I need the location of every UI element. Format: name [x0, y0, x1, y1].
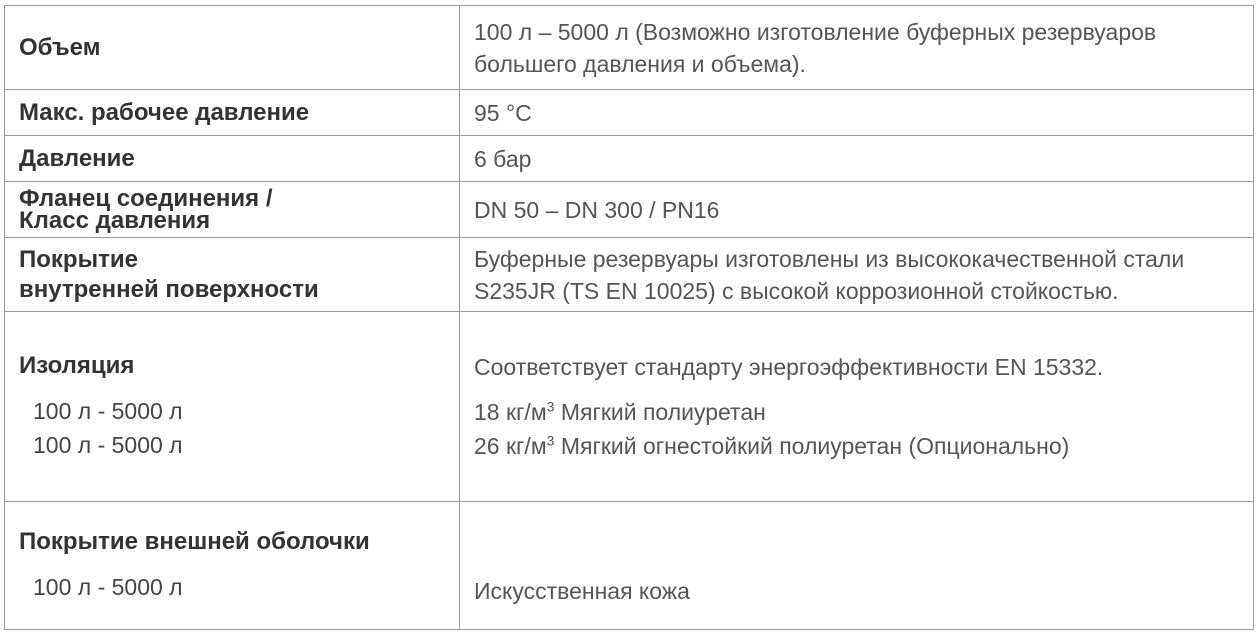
table-row-volume: [5, 6, 1254, 90]
insulation-line-2-text: Мягкий огнестойкий полиуретан (Опционально): [554, 432, 1070, 459]
value-volume: 100 л – 5000 л (Возможно изготовление буферных резервуаров большего давления и объема).: [460, 6, 1254, 90]
insulation-line-1: [474, 395, 1253, 429]
label-flange-line1: Фланец соединения /: [19, 184, 273, 212]
label-inner-coating-line1: Покрытие: [19, 245, 138, 273]
table-row-inner-coating: [5, 238, 1254, 312]
insulation-line-2-num: 26 кг/м: [474, 432, 547, 459]
insulation-sub-volume-1: 100 л - 5000 л: [33, 397, 183, 424]
label-exterior: Покрытие внешней оболочки: [19, 527, 370, 555]
table-row-pressure: [5, 136, 1254, 182]
value-exterior: Искусственная кожа: [474, 577, 690, 604]
value-flange: DN 50 – DN 300 / PN16: [460, 182, 1254, 238]
insulation-line-2: [474, 429, 1253, 463]
insulation-line-1-sup: 3: [546, 397, 555, 414]
table-row-exterior: [5, 502, 1254, 630]
label-insulation-cell: [5, 312, 460, 502]
value-pressure: 6 бар: [460, 136, 1254, 182]
spec-table-wrapper: [4, 5, 1254, 630]
spec-table: [4, 5, 1254, 630]
insulation-line-2-sup: 3: [546, 431, 555, 448]
value-max-pressure: 95 °C: [460, 90, 1254, 136]
insulation-line-1-num: 18 кг/м: [474, 398, 547, 425]
table-row-insulation: [5, 312, 1254, 502]
label-flange: [5, 182, 460, 238]
value-inner-coating: Буферные резервуары изготовлены из высококачественной стали S235JR (TS EN 10025) с высокой коррозионной стойкостью.: [460, 238, 1254, 312]
value-insulation-cell: [460, 312, 1254, 502]
label-flange-line2: Класс давления: [19, 206, 211, 234]
label-inner-coating-line2: внутренней поверхности: [19, 275, 319, 303]
label-volume: Объем: [5, 6, 460, 90]
label-inner-coating: [5, 238, 460, 312]
exterior-sub-volume: 100 л - 5000 л: [33, 573, 183, 600]
value-exterior-cell: [460, 502, 1254, 630]
label-max-pressure: Макс. рабочее давление: [5, 90, 460, 136]
insulation-standard: Соответствует стандарту энергоэффективности EN 15332.: [474, 353, 1104, 380]
insulation-sub-volume-2: 100 л - 5000 л: [33, 431, 183, 458]
table-row-flange: [5, 182, 1254, 238]
label-exterior-cell: [5, 502, 460, 630]
table-row-max-pressure: [5, 90, 1254, 136]
insulation-line-1-text: Мягкий полиуретан: [554, 398, 766, 425]
label-insulation: Изоляция: [19, 351, 135, 379]
label-pressure: Давление: [5, 136, 460, 182]
